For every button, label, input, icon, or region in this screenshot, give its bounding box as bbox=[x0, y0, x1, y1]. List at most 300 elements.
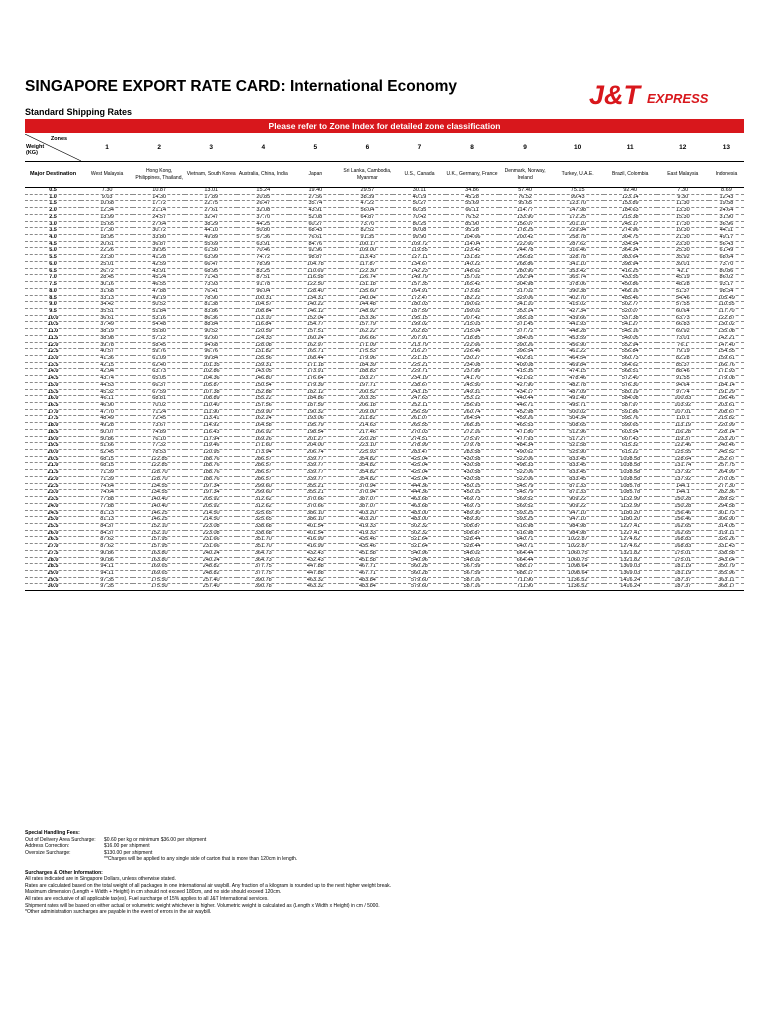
fee-row bbox=[25, 843, 744, 850]
rate-cell: 108.84 bbox=[237, 308, 289, 315]
weight-cell: 29.0 bbox=[25, 570, 81, 577]
weight-cell: 18.5 bbox=[25, 429, 81, 436]
rate-cell: 113.10 bbox=[237, 315, 289, 322]
rate-cell: 471.80 bbox=[499, 429, 552, 436]
rate-cell: 19.30 bbox=[657, 228, 709, 235]
rate-cell: 182.12 bbox=[289, 389, 341, 396]
rate-cell: 104.78 bbox=[289, 261, 341, 268]
rate-cell: 13.30 bbox=[657, 208, 709, 215]
weight-cell: 14.5 bbox=[25, 376, 81, 383]
rate-cell: 98.87 bbox=[289, 255, 341, 262]
rate-cell: 240.24 bbox=[185, 550, 237, 557]
rate-cell: 30.11 bbox=[393, 188, 445, 195]
rate-cell: 96.04 bbox=[237, 288, 289, 295]
rate-cell: 201.27 bbox=[289, 436, 341, 443]
rate-cell: 144.48 bbox=[341, 302, 393, 309]
rate-cell: 47.22 bbox=[341, 201, 393, 208]
rate-row bbox=[25, 376, 744, 383]
fee-value: $16.00 per shipment bbox=[104, 843, 150, 850]
rate-cell: 43.91 bbox=[289, 208, 341, 215]
rate-cell: 416.99 bbox=[289, 544, 341, 551]
zone-weight-corner-cell bbox=[25, 134, 81, 162]
rate-cell: 9.03 bbox=[81, 194, 133, 201]
weight-cell: 7.5 bbox=[25, 282, 81, 289]
rate-cell: 55.69 bbox=[446, 201, 499, 208]
rate-cell: 245.50 bbox=[446, 382, 499, 389]
rate-cell: 425.04 bbox=[393, 463, 445, 470]
rate-row bbox=[25, 584, 744, 591]
rate-cell: 116.28 bbox=[657, 429, 709, 436]
rate-cell: 469.73 bbox=[446, 503, 499, 510]
rate-cell: 432.43 bbox=[289, 550, 341, 557]
rate-cell: 152.10 bbox=[133, 523, 185, 530]
zone-header-cell: 6 bbox=[341, 134, 393, 162]
rate-cell: 71.43 bbox=[185, 275, 237, 282]
weight-cell: 24.0 bbox=[25, 503, 81, 510]
rate-cell: 105.49 bbox=[709, 295, 744, 302]
rate-cell: 664.44 bbox=[499, 550, 552, 557]
weight-cell: 16.5 bbox=[25, 403, 81, 410]
rate-cell: 377.75 bbox=[237, 570, 289, 577]
rate-cell: 31.90 bbox=[709, 214, 744, 221]
rate-cell: 1227.41 bbox=[604, 530, 657, 537]
rate-cell: 91.55 bbox=[657, 376, 709, 383]
rate-cell: 576.30 bbox=[604, 382, 657, 389]
rate-cell: 144.1 bbox=[657, 490, 709, 497]
rate-cell: 173.82 bbox=[446, 288, 499, 295]
rate-table bbox=[25, 134, 744, 591]
rate-cell: 173.94 bbox=[237, 450, 289, 457]
zone-header-cell: 9 bbox=[499, 134, 552, 162]
rate-cell: 110.40 bbox=[185, 403, 237, 410]
rate-row bbox=[25, 221, 744, 228]
rate-cell: 179.96 bbox=[341, 355, 393, 362]
rate-cell: 162.65 bbox=[657, 530, 709, 537]
rate-cell: 427.34 bbox=[552, 308, 604, 315]
rate-row bbox=[25, 530, 744, 537]
rate-cell: 74.72 bbox=[237, 255, 289, 262]
rate-cell: 1227.41 bbox=[604, 523, 657, 530]
rate-cell: 425.04 bbox=[393, 476, 445, 483]
rate-cell: 1416.24 bbox=[604, 577, 657, 584]
rate-cell: 84.37 bbox=[81, 530, 133, 537]
rate-row bbox=[25, 389, 744, 396]
rate-cell: 80.86 bbox=[709, 268, 744, 275]
rate-cell: 409.08 bbox=[499, 362, 552, 369]
rate-cell: 502.32 bbox=[393, 530, 445, 537]
rate-cell: 179.39 bbox=[289, 382, 341, 389]
rate-cell: 15.65 bbox=[81, 221, 133, 228]
rate-cell: 61.49 bbox=[709, 248, 744, 255]
rate-cell: 21.30 bbox=[657, 235, 709, 242]
rate-cell: 168.44 bbox=[289, 355, 341, 362]
rate-cell: 450.15 bbox=[446, 483, 499, 490]
destination-cell: Brazil, Colombia bbox=[604, 162, 657, 188]
rate-cell: 116.58 bbox=[289, 275, 341, 282]
weight-cell: 4.5 bbox=[25, 241, 81, 248]
rate-cell: 453.59 bbox=[552, 335, 604, 342]
rate-cell: 378.06 bbox=[552, 282, 604, 289]
rate-cell: 14.30 bbox=[133, 194, 185, 201]
rate-row bbox=[25, 564, 744, 571]
rate-cell: 184.86 bbox=[289, 396, 341, 403]
rate-cell: 61.50 bbox=[185, 248, 237, 255]
rate-cell: 1136.52 bbox=[552, 584, 604, 591]
rate-cell: 463.68 bbox=[393, 497, 445, 504]
rate-cell: 56.04 bbox=[341, 208, 393, 215]
rate-cell: 164.58 bbox=[237, 423, 289, 430]
weight-cell: 10.5 bbox=[25, 322, 81, 329]
rate-cell: 278.99 bbox=[393, 443, 445, 450]
rate-cell: 329.06 bbox=[499, 295, 552, 302]
rate-cell: 120.59 bbox=[237, 329, 289, 336]
rate-cell: 44.25 bbox=[237, 221, 289, 228]
rate-cell: 564.62 bbox=[604, 362, 657, 369]
rate-cell: 447.88 bbox=[289, 564, 341, 571]
rate-cell: 545.79 bbox=[499, 490, 552, 497]
rate-cell: 350.79 bbox=[709, 564, 744, 571]
rate-cell: 354.82 bbox=[341, 463, 393, 470]
rate-cell: 182.22 bbox=[446, 295, 499, 302]
rate-cell: 339.77 bbox=[289, 463, 341, 470]
rate-cell: 135.56 bbox=[237, 355, 289, 362]
rate-cell: 51.37 bbox=[657, 288, 709, 295]
rate-cell: 99.43 bbox=[552, 194, 604, 201]
rate-cell: 147.40 bbox=[709, 342, 744, 349]
rate-cell: 57.40 bbox=[499, 188, 552, 195]
rate-cell: 390.78 bbox=[237, 577, 289, 584]
rate-row bbox=[25, 194, 744, 201]
rate-cell: 142.21 bbox=[709, 335, 744, 342]
svg-text:EXPRESS: EXPRESS bbox=[647, 91, 709, 106]
rate-cell: 188.76 bbox=[185, 456, 237, 463]
rate-cell: 591.86 bbox=[604, 409, 657, 416]
rate-cell: 157.51 bbox=[289, 329, 341, 336]
rate-cell: 447.88 bbox=[289, 570, 341, 577]
rate-cell: 316.46 bbox=[552, 248, 604, 255]
rate-cell: 154.55 bbox=[709, 349, 744, 356]
rate-cell: 450.15 bbox=[446, 490, 499, 497]
zones-label: Zones bbox=[50, 136, 68, 142]
rate-cell: 10.87 bbox=[133, 188, 185, 195]
rate-cell: 1369.03 bbox=[604, 570, 657, 577]
rate-cell: 947.10 bbox=[552, 517, 604, 524]
rate-cell: 19.40 bbox=[289, 188, 341, 195]
rate-cell: 587.16 bbox=[446, 584, 499, 591]
rate-cell: 165.42 bbox=[446, 282, 499, 289]
rate-cell: 421.62 bbox=[499, 376, 552, 383]
fee-row bbox=[25, 850, 744, 857]
rate-cell: 21.14 bbox=[133, 208, 185, 215]
rate-cell: 314.05 bbox=[709, 523, 744, 530]
rate-cell: 159.90 bbox=[237, 409, 289, 416]
weight-cell: 14.0 bbox=[25, 369, 81, 376]
rate-cell: 274.96 bbox=[604, 228, 657, 235]
rate-cell: 119.55 bbox=[393, 248, 445, 255]
rate-cell: 35.51 bbox=[81, 308, 133, 315]
rate-cell: 205.92 bbox=[185, 503, 237, 510]
rate-cell: 191.29 bbox=[709, 389, 744, 396]
rate-cell: 92.40 bbox=[604, 188, 657, 195]
rate-cell: 26.47 bbox=[237, 201, 289, 208]
rate-cell: 467.71 bbox=[341, 570, 393, 577]
rate-cell: 664.44 bbox=[499, 557, 552, 564]
rate-cell: 231.66 bbox=[185, 544, 237, 551]
rate-cell: 178.25 bbox=[499, 228, 552, 235]
rate-cell: 268.86 bbox=[499, 261, 552, 268]
rate-cell: 50.86 bbox=[81, 436, 133, 443]
rate-cell: 184.14 bbox=[709, 382, 744, 389]
rate-cell: 10.68 bbox=[81, 201, 133, 208]
rate-cell: 214.63 bbox=[341, 423, 393, 430]
rate-cell: 483.84 bbox=[341, 584, 393, 591]
rate-cell: 113.43 bbox=[341, 255, 393, 262]
rate-cell: 73.67 bbox=[133, 423, 185, 430]
rate-cell: 241.70 bbox=[446, 376, 499, 383]
rate-cell: 68.15 bbox=[81, 456, 133, 463]
rate-cell: 49.19 bbox=[133, 295, 185, 302]
rate-cell: 257.40 bbox=[185, 577, 237, 584]
rate-cell: 196.46 bbox=[709, 396, 744, 403]
rate-cell: 274.51 bbox=[393, 436, 445, 443]
rate-cell: 71.39 bbox=[81, 470, 133, 477]
rate-cell: 56.43 bbox=[709, 241, 744, 248]
destination-cell: Sri Lanka, Cambodia, Myanmar bbox=[341, 162, 393, 188]
rate-cell: 23.30 bbox=[81, 255, 133, 262]
rate-cell: 81.13 bbox=[81, 517, 133, 524]
rate-cell: 110.1 bbox=[657, 416, 709, 423]
rate-cell: 116.84 bbox=[237, 322, 289, 329]
rate-cell: 341.10 bbox=[499, 302, 552, 309]
zone-header-cell: 5 bbox=[289, 134, 341, 162]
rate-cell: 108.89 bbox=[185, 396, 237, 403]
rate-cell: 286.57 bbox=[237, 470, 289, 477]
rate-cell: 540.96 bbox=[393, 557, 445, 564]
rate-cell: 26.72 bbox=[81, 268, 133, 275]
rate-cell: 253.12 bbox=[446, 396, 499, 403]
rate-row bbox=[25, 510, 744, 517]
rate-cell: 188.76 bbox=[185, 463, 237, 470]
rate-cell: 102.86 bbox=[185, 369, 237, 376]
rate-cell: 312.62 bbox=[237, 497, 289, 504]
zone-header-cell: 7 bbox=[393, 134, 445, 162]
rate-cell: 66.47 bbox=[185, 261, 237, 268]
rate-cell: 425.04 bbox=[393, 470, 445, 477]
rate-cell: 187.59 bbox=[393, 308, 445, 315]
rate-cell: 149.79 bbox=[393, 275, 445, 282]
rate-cell: 1321.82 bbox=[604, 557, 657, 564]
weight-cell: 26.0 bbox=[25, 530, 81, 537]
rate-cell: 214.50 bbox=[185, 510, 237, 517]
rate-cell: 104.36 bbox=[185, 376, 237, 383]
rate-cell: 54.48 bbox=[133, 322, 185, 329]
rate-cell: 386.10 bbox=[289, 517, 341, 524]
rate-cell: 545.16 bbox=[604, 329, 657, 336]
rate-cell: 265.55 bbox=[393, 423, 445, 430]
rate-cell: 130.02 bbox=[709, 322, 744, 329]
rate-cell: 147.98 bbox=[552, 208, 604, 215]
rate-cell: 234.08 bbox=[446, 362, 499, 369]
rate-cell: 37.70 bbox=[237, 214, 289, 221]
rate-cell: 383.64 bbox=[604, 255, 657, 262]
rate-cell: 61.09 bbox=[133, 355, 185, 362]
rate-cell: 351.70 bbox=[237, 544, 289, 551]
rate-cell: 231.66 bbox=[185, 537, 237, 544]
rate-cell: 31.68 bbox=[81, 288, 133, 295]
weight-cell: 7.0 bbox=[25, 275, 81, 282]
rate-cell: 175.50 bbox=[133, 577, 185, 584]
rate-cell: 62.40 bbox=[133, 362, 185, 369]
rate-cell: 50.52 bbox=[133, 302, 185, 309]
rate-cell: 252.67 bbox=[709, 456, 744, 463]
rate-cell: 430.58 bbox=[446, 476, 499, 483]
rate-row bbox=[25, 483, 744, 490]
rate-cell: 1038.58 bbox=[604, 470, 657, 477]
rate-cell: 204.00 bbox=[289, 443, 341, 450]
rate-cell: 521.64 bbox=[393, 537, 445, 544]
rate-cell: 434.17 bbox=[499, 389, 552, 396]
rate-cell: 485.46 bbox=[604, 295, 657, 302]
rate-cell: 508.65 bbox=[552, 423, 604, 430]
rate-cell: 73.70 bbox=[341, 221, 393, 228]
rate-cell: 222.60 bbox=[499, 241, 552, 248]
rate-row bbox=[25, 369, 744, 376]
rate-cell: 525.90 bbox=[552, 450, 604, 457]
rate-cell: 46.11 bbox=[81, 396, 133, 403]
rate-cell: 94.68 bbox=[185, 342, 237, 349]
rate-cell: 615.32 bbox=[604, 443, 657, 450]
rate-cell: 237.89 bbox=[446, 369, 499, 376]
rate-cell: 256.93 bbox=[446, 403, 499, 410]
rate-cell: 528.44 bbox=[446, 544, 499, 551]
rate-cell: 214.50 bbox=[185, 517, 237, 524]
rate-cell: 248.82 bbox=[185, 570, 237, 577]
rate-row bbox=[25, 342, 744, 349]
rate-cell: 593.25 bbox=[499, 510, 552, 517]
rate-cell: 279.78 bbox=[446, 443, 499, 450]
rate-cell: 223.10 bbox=[341, 443, 393, 450]
rate-cell: 172.47 bbox=[393, 295, 445, 302]
weight-cell: 6.5 bbox=[25, 268, 81, 275]
rate-cell: 48.49 bbox=[81, 416, 133, 423]
rate-cell: 483.84 bbox=[341, 577, 393, 584]
rate-cell: 1038.58 bbox=[604, 463, 657, 470]
rate-cell: 119.46 bbox=[185, 443, 237, 450]
rate-cell: 49.17 bbox=[709, 235, 744, 242]
rate-cell: 54.46 bbox=[657, 295, 709, 302]
rate-cell: 264.99 bbox=[709, 470, 744, 477]
rate-cell: 229.94 bbox=[552, 228, 604, 235]
rate-cell: 51.66 bbox=[81, 443, 133, 450]
notes-section bbox=[25, 830, 744, 916]
rate-cell: 289.52 bbox=[709, 497, 744, 504]
weight-cell: 8.0 bbox=[25, 288, 81, 295]
weight-cell: 28.0 bbox=[25, 557, 81, 564]
rate-cell: 162.97 bbox=[289, 342, 341, 349]
rate-cell: 371.45 bbox=[499, 322, 552, 329]
rate-cell: 188.76 bbox=[185, 476, 237, 483]
rate-row bbox=[25, 188, 744, 195]
rate-cell: 74.64 bbox=[81, 490, 133, 497]
rate-cell: 463.32 bbox=[289, 577, 341, 584]
rate-cell: 222.66 bbox=[446, 342, 499, 349]
destination-cell: Turkey, U.A.E. bbox=[552, 162, 604, 188]
rate-cell: 128.70 bbox=[133, 470, 185, 477]
rate-cell: 198.54 bbox=[289, 429, 341, 436]
rate-cell: 76.61 bbox=[289, 235, 341, 242]
rate-cell: 444.36 bbox=[393, 490, 445, 497]
rate-row bbox=[25, 349, 744, 356]
rate-cell: 85.37 bbox=[657, 362, 709, 369]
rate-cell: 871.33 bbox=[552, 490, 604, 497]
rate-cell: 148.62 bbox=[446, 268, 499, 275]
rate-cell: 181.19 bbox=[657, 570, 709, 577]
rate-cell: 220.28 bbox=[341, 436, 393, 443]
rate-cell: 833.45 bbox=[552, 476, 604, 483]
rate-cell: 325.65 bbox=[237, 510, 289, 517]
rate-cell: 640.71 bbox=[499, 537, 552, 544]
rate-cell: 109.00 bbox=[341, 248, 393, 255]
rate-cell: 68.15 bbox=[81, 463, 133, 470]
rate-cell: 209.00 bbox=[341, 409, 393, 416]
weight-cell: 25.5 bbox=[25, 523, 81, 530]
rate-cell: 432.43 bbox=[289, 557, 341, 564]
rate-cell: 498.33 bbox=[499, 463, 552, 470]
rate-row bbox=[25, 409, 744, 416]
rate-cell: 38.98 bbox=[81, 335, 133, 342]
rate-cell: 64.87 bbox=[341, 214, 393, 221]
rate-cell: 201.10 bbox=[552, 221, 604, 228]
rate-cell: 90.52 bbox=[185, 329, 237, 336]
rate-cell: 29.57 bbox=[341, 188, 393, 195]
rate-cell: 415.35 bbox=[499, 369, 552, 376]
rate-cell: 140.04 bbox=[341, 295, 393, 302]
rate-cell: 97.74 bbox=[657, 389, 709, 396]
rate-cell: 96.76 bbox=[185, 349, 237, 356]
rate-cell: 339.77 bbox=[289, 476, 341, 483]
rate-row bbox=[25, 429, 744, 436]
rate-cell: 179.08 bbox=[709, 376, 744, 383]
rate-cell: 568.51 bbox=[604, 369, 657, 376]
rate-cell: 143.05 bbox=[237, 369, 289, 376]
rate-cell: 234.19 bbox=[393, 376, 445, 383]
weight-cell: 17.5 bbox=[25, 416, 81, 423]
rate-cell: 286.57 bbox=[237, 463, 289, 470]
weight-cell: 1.0 bbox=[25, 194, 81, 201]
weight-cell: 17.0 bbox=[25, 409, 81, 416]
rate-row bbox=[25, 537, 744, 544]
rate-cell: 416.25 bbox=[604, 268, 657, 275]
rate-cell: 215.03 bbox=[446, 322, 499, 329]
rate-row bbox=[25, 396, 744, 403]
rate-cell: 275.97 bbox=[446, 436, 499, 443]
rate-cell: 243.15 bbox=[393, 389, 445, 396]
weight-cell: 12.0 bbox=[25, 342, 81, 349]
rate-cell: 122.30 bbox=[341, 268, 393, 275]
rate-cell: 72.45 bbox=[133, 416, 185, 423]
rate-cell: 211.82 bbox=[341, 416, 393, 423]
rate-cell: 218.85 bbox=[446, 335, 499, 342]
rate-cell: 419.33 bbox=[341, 523, 393, 530]
rate-cell: 45.32 bbox=[81, 389, 133, 396]
rate-cell: 146.25 bbox=[133, 510, 185, 517]
rate-cell: 7.30 bbox=[657, 188, 709, 195]
rate-row bbox=[25, 497, 744, 504]
rate-cell: 84.76 bbox=[289, 241, 341, 248]
rate-row bbox=[25, 523, 744, 530]
rate-cell: 39.95 bbox=[133, 248, 185, 255]
rate-cell: 567.59 bbox=[446, 564, 499, 571]
